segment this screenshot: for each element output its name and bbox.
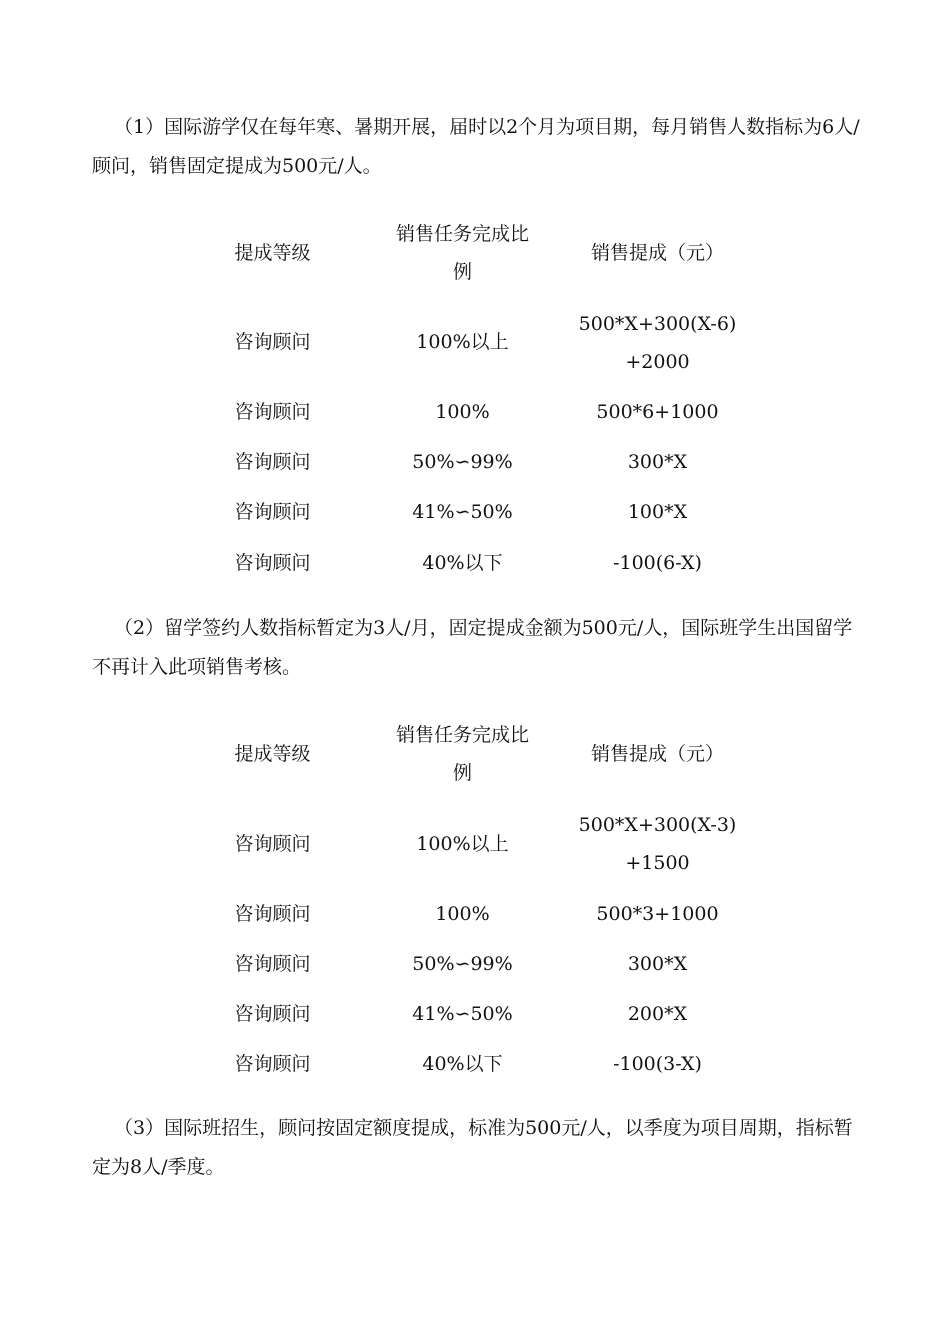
table-cell-ratio: 100% bbox=[435, 903, 490, 925]
table-cell-commission: -100(3-X) bbox=[613, 1053, 702, 1075]
paragraph-3: （3）国际班招生，顾问按固定额度提成，标准为500元/人，以季度为项目周期，指标暂定为8人/季度。 bbox=[92, 1117, 853, 1178]
table-cell-level: 咨询顾问 bbox=[234, 552, 311, 574]
table-cell-commission-line2: +1500 bbox=[625, 852, 690, 874]
table-cell-level: 咨询顾问 bbox=[234, 1053, 311, 1075]
table-header-level: 提成等级 bbox=[234, 743, 311, 765]
table-cell-commission: 500*3+1000 bbox=[596, 903, 719, 925]
table-cell-ratio: 50%∽99% bbox=[412, 953, 513, 975]
table-cell-ratio: 100%以上 bbox=[416, 331, 509, 353]
paragraph-1: （1）国际游学仅在每年寒、暑期开展，届时以2个月为项目期，每月销售人数指标为6人/顾问，销售固定提成为500元/人。 bbox=[92, 116, 860, 177]
table-cell-level: 咨询顾问 bbox=[234, 331, 311, 353]
table-cell-level: 咨询顾问 bbox=[234, 953, 311, 975]
table-cell-commission: 200*X bbox=[627, 1003, 688, 1025]
table-cell-commission: 500*6+1000 bbox=[596, 401, 719, 423]
table-cell-level: 咨询顾问 bbox=[234, 833, 311, 855]
table-cell-ratio: 41%∽50% bbox=[412, 501, 513, 523]
paragraph-2: （2）留学签约人数指标暂定为3人/月，固定提成金额为500元/人，国际班学生出国留学不再计入此项销售考核。 bbox=[92, 617, 853, 678]
table-cell-commission-line1: 500*X+300(X-6) bbox=[578, 313, 737, 335]
table-cell-commission: -100(6-X) bbox=[613, 552, 702, 574]
table-cell-level: 咨询顾问 bbox=[234, 451, 311, 473]
table-header-ratio-line2: 例 bbox=[452, 261, 472, 283]
table-cell-level: 咨询顾问 bbox=[234, 903, 311, 925]
table-header-commission: 销售提成（元） bbox=[590, 743, 724, 765]
table-cell-ratio: 40%以下 bbox=[422, 1053, 503, 1075]
table-cell-commission-line1: 500*X+300(X-3) bbox=[578, 814, 737, 836]
table-header-ratio-line2: 例 bbox=[452, 762, 472, 784]
table-cell-ratio: 41%∽50% bbox=[412, 1003, 513, 1025]
table-cell-commission: 300*X bbox=[627, 953, 688, 975]
table-cell-commission: 300*X bbox=[627, 451, 688, 473]
table-header-level: 提成等级 bbox=[234, 242, 311, 264]
table-cell-ratio: 100%以上 bbox=[416, 833, 509, 855]
table-cell-level: 咨询顾问 bbox=[234, 501, 311, 523]
table-cell-ratio: 100% bbox=[435, 401, 490, 423]
table-header-commission: 销售提成（元） bbox=[590, 242, 724, 264]
table-header-ratio-line1: 销售任务完成比 bbox=[395, 223, 529, 245]
table-cell-commission: 100*X bbox=[627, 501, 688, 523]
table-cell-ratio: 50%∽99% bbox=[412, 451, 513, 473]
table-header-ratio-line1: 销售任务完成比 bbox=[395, 724, 529, 746]
table-cell-ratio: 40%以下 bbox=[422, 552, 503, 574]
table-cell-level: 咨询顾问 bbox=[234, 401, 311, 423]
table-cell-level: 咨询顾问 bbox=[234, 1003, 311, 1025]
table-cell-commission-line2: +2000 bbox=[625, 351, 690, 373]
